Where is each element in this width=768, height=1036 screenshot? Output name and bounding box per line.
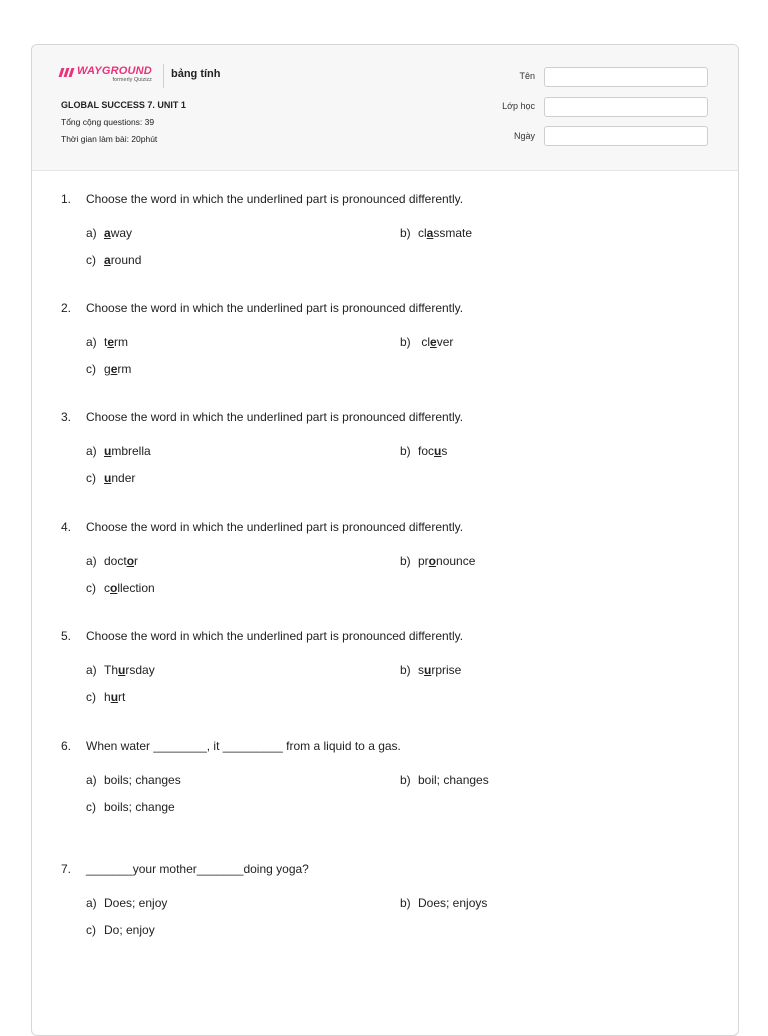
option-label: a) [86,554,97,568]
logo-divider [163,64,164,88]
answer-option-a[interactable] [86,226,132,240]
option-text-end: rprise [431,663,462,677]
answer-option-c[interactable] [86,581,155,595]
option-label: c) [86,362,96,376]
option-label: a) [86,335,97,349]
underlined-letter: u [434,444,442,458]
question-text: Choose the word in which the underlined part is pronounced differently. [86,192,464,206]
option-text-end: rm [117,362,132,376]
option-label: c) [86,581,96,595]
option-label: b) [400,896,411,910]
underlined-letter: e [110,362,118,376]
question-text: Choose the word in which the underlined part is pronounced differently. [86,520,464,534]
option-text: boil; changes [418,773,489,787]
option-text: Does; enjoys [418,896,488,910]
brand-sub: formerly Quizizz [112,77,152,83]
underlined-letter: u [104,471,112,485]
worksheet-header [32,45,738,171]
answer-option-c[interactable] [86,690,125,704]
answer-option-a[interactable] [86,663,155,677]
underlined-letter: a [426,226,434,240]
option-text-end: rm [114,335,129,349]
answer-option-b[interactable] [400,663,461,677]
question-text: Choose the word in which the underlined part is pronounced differently. [86,629,464,643]
underlined-letter: u [110,690,119,704]
answer-option-a[interactable] [86,896,167,910]
question-number: 4. [61,520,72,534]
option-label: c) [86,471,96,485]
option-label: a) [86,773,97,787]
underlined-letter: o [110,581,118,595]
option-label: b) [400,554,411,568]
time-limit: Thời gian làm bài: 20phút [61,134,158,144]
question-text: When water ________, it _________ from a liquid to a gas. [86,739,401,753]
option-label: b) [400,226,411,240]
question-text: Choose the word in which the underlined part is pronounced differently. [86,301,464,315]
brand-name: WAYGROUND [77,65,152,77]
option-text: Do; enjoy [104,923,155,937]
underlined-letter: u [104,444,112,458]
logo-mark-icon [60,68,73,77]
option-text-end: s [441,444,448,458]
option-text-end: round [110,253,142,267]
answer-option-c[interactable] [86,923,155,937]
option-label: c) [86,253,96,267]
option-text: c [104,581,110,595]
name-field[interactable] [544,67,708,87]
option-text: boils; change [104,800,175,814]
answer-option-c[interactable] [86,471,135,485]
question-number: 7. [61,862,72,876]
underlined-letter: e [430,335,437,349]
option-text-end: ssmate [433,226,473,240]
answer-option-b[interactable] [400,554,475,568]
answer-option-b[interactable] [400,896,487,910]
option-text-end: rsday [125,663,155,677]
question-number: 3. [61,410,72,424]
answer-option-b[interactable] [400,773,489,787]
option-text: t [104,335,108,349]
underlined-letter: a [104,226,111,240]
answer-option-c[interactable] [86,362,131,376]
option-label: a) [86,663,97,677]
wayground-logo [60,65,152,89]
answer-option-a[interactable] [86,335,128,349]
option-text-end: llection [117,581,155,595]
underlined-letter: o [126,554,135,568]
option-text: pr [418,554,429,568]
answer-option-b[interactable] [400,444,447,458]
date-label: Ngày [513,131,535,141]
worksheet-title: GLOBAL SUCCESS 7. UNIT 1 [61,100,186,110]
option-text: cl [418,226,427,240]
option-label: b) [400,335,411,349]
option-label: a) [86,896,97,910]
option-text-end: r [134,554,139,568]
option-text-end: nder [111,471,136,485]
option-text-end: nounce [436,554,476,568]
option-text: cl [418,335,430,349]
option-text: h [104,690,111,704]
option-text: doct [104,554,127,568]
question-number: 6. [61,739,72,753]
option-label: b) [400,773,411,787]
option-label: a) [86,444,97,458]
option-text: boils; changes [104,773,181,787]
option-label: c) [86,800,96,814]
option-label: b) [400,444,411,458]
name-label: Tên [519,71,535,81]
option-text-end: mbrella [111,444,151,458]
option-label: c) [86,923,96,937]
underlined-letter: u [424,663,432,677]
question-text: _______your mother_______doing yoga? [86,862,309,876]
date-field[interactable] [544,126,708,146]
total-questions: Tổng cộng questions: 39 [61,117,155,127]
answer-option-c[interactable] [86,253,141,267]
option-text-end: way [110,226,133,240]
option-text: Th [104,663,119,677]
underlined-letter: o [428,554,437,568]
answer-option-c[interactable] [86,800,175,814]
sheet-type: bảng tính [171,68,221,80]
underlined-letter: e [107,335,115,349]
answer-option-b[interactable] [400,335,453,349]
class-label: Lớp học [502,101,535,111]
worksheet [31,44,739,1036]
option-text: Does; enjoy [104,896,168,910]
underlined-letter: u [118,663,126,677]
answer-option-a[interactable] [86,554,138,568]
question-number: 2. [61,301,72,315]
option-text-end: rt [118,690,126,704]
option-label: b) [400,663,411,677]
option-label: a) [86,226,97,240]
option-text: s [418,663,424,677]
question-text: Choose the word in which the underlined part is pronounced differently. [86,410,464,424]
answer-option-b[interactable] [400,226,472,240]
option-text: foc [418,444,435,458]
question-number: 1. [61,192,72,206]
class-field[interactable] [544,97,708,117]
option-text: g [104,362,111,376]
answer-option-a[interactable] [86,773,181,787]
option-label: c) [86,690,96,704]
underlined-letter: a [104,253,111,267]
question-number: 5. [61,629,72,643]
option-text-end: ver [436,335,454,349]
answer-option-a[interactable] [86,444,151,458]
